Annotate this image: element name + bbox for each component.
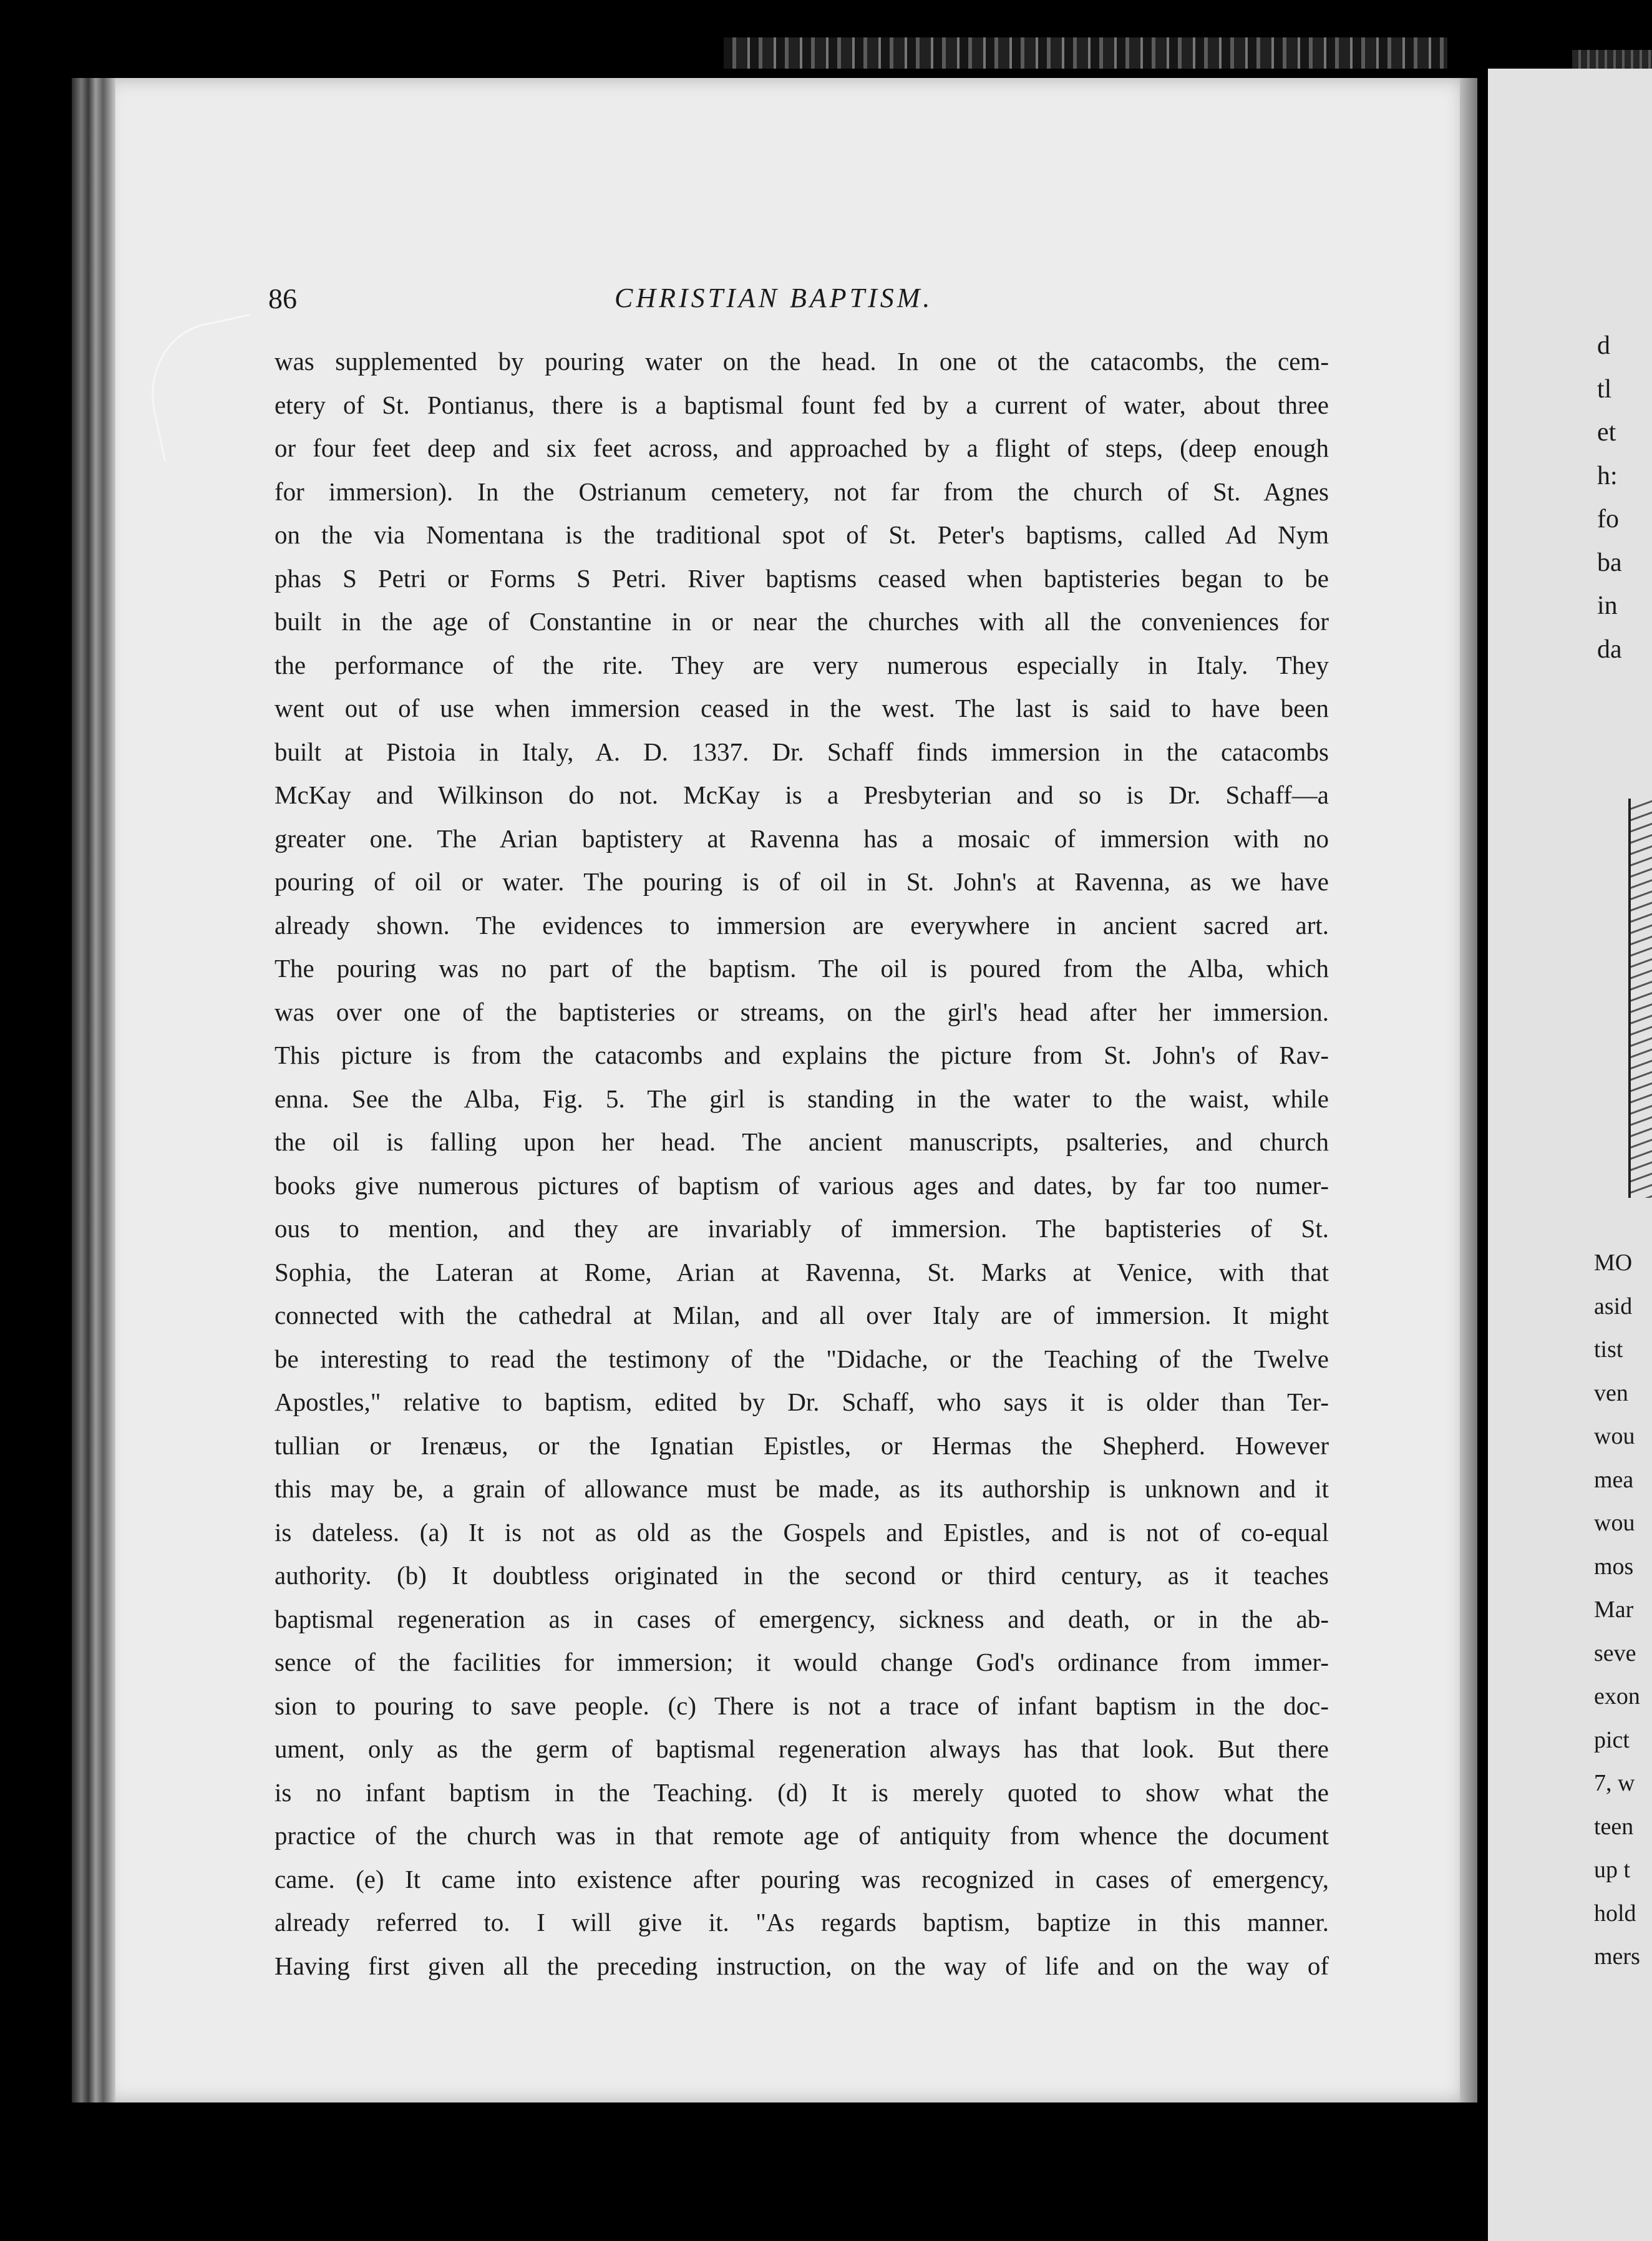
fragment-line: h: bbox=[1597, 461, 1618, 490]
fragment-line: MO bbox=[1594, 1250, 1633, 1276]
text-line: was over one of the baptisteries or streams, on the girl's head after her immersion. bbox=[275, 997, 1329, 1026]
text-line: the performance of the rite. They are very numerous especially in Italy. They bbox=[275, 650, 1329, 679]
text-line: was supplemented by pouring water on the head. In one ot the catacombs, the cem- bbox=[275, 347, 1329, 376]
fragment-line: ba bbox=[1597, 548, 1622, 577]
fragment-line: mos bbox=[1594, 1553, 1634, 1580]
page-number: 86 bbox=[268, 283, 297, 314]
text-line: for immersion). In the Ostrianum cemetery, not far from the church of St. Agnes bbox=[275, 477, 1329, 506]
text-line: The pouring was no part of the baptism. The oil is poured from the Alba, which bbox=[275, 954, 1329, 983]
text-line: Having first given all the preceding instruction, on the way of life and on the way of bbox=[275, 1951, 1329, 1980]
fragment-line: teen bbox=[1594, 1813, 1634, 1840]
text-line: ous to mention, and they are invariably of immersion. The baptisteries of St. bbox=[275, 1214, 1329, 1243]
fragment-line: tl bbox=[1597, 374, 1612, 404]
fragment-line: seve bbox=[1594, 1640, 1636, 1666]
adjacent-page-figure bbox=[1628, 799, 1652, 1198]
text-line: is dateless. (a) It is not as old as the Gospels and Epistles, and is not of co-equal bbox=[275, 1517, 1329, 1547]
text-line: ument, only as the germ of baptismal regeneration always has that look. But there bbox=[275, 1734, 1329, 1763]
body-text bbox=[275, 340, 1329, 1988]
fragment-line: pict bbox=[1594, 1726, 1630, 1753]
text-line: sion to pouring to save people. (c) There is not a trace of infant baptism in the doc- bbox=[275, 1691, 1329, 1720]
fragment-line: wou bbox=[1594, 1510, 1635, 1536]
text-line: etery of St. Pontianus, there is a baptismal fount fed by a current of water, about three bbox=[275, 390, 1329, 419]
text-line: already referred to. I will give it. "As regards baptism, baptize in this manner. bbox=[275, 1908, 1329, 1937]
fragment-line: da bbox=[1597, 634, 1622, 664]
fragment-line: exon bbox=[1594, 1683, 1640, 1709]
text-line: went out of use when immersion ceased in the west. The last is said to have been bbox=[275, 694, 1329, 722]
text-line: came. (e) It came into existence after pouring was recognized in cases of emergency, bbox=[275, 1864, 1329, 1893]
fragment-line: fo bbox=[1597, 505, 1619, 533]
fragment-line: Mar bbox=[1594, 1597, 1634, 1623]
text-line: Apostles," relative to baptism, edited by Dr. Schaff, who says it is older than Ter- bbox=[275, 1388, 1329, 1416]
fragment-line: et bbox=[1597, 418, 1616, 447]
text-line: built in the age of Constantine in or near the churches with all the conveniences for bbox=[275, 607, 1329, 636]
text-line: built at Pistoia in Italy, A. D. 1337. Dr. Schaff finds immersion in the catacombs bbox=[275, 737, 1329, 766]
fragment-line: mers bbox=[1594, 1943, 1640, 1970]
scan-noise-strip bbox=[724, 37, 1447, 69]
text-line: sence of the facilities for immersion; it would change God's ordinance from immer- bbox=[275, 1648, 1329, 1676]
book-spine bbox=[72, 78, 115, 2102]
fragment-line: hold bbox=[1594, 1900, 1636, 1927]
running-title: CHRISTIAN BAPTISM. bbox=[615, 283, 933, 313]
fragment-line: asid bbox=[1594, 1293, 1633, 1320]
text-line: This picture is from the catacombs and explains the picture from St. John's of Rav- bbox=[275, 1041, 1329, 1069]
text-line: the oil is falling upon her head. The ancient manuscripts, psalteries, and church bbox=[275, 1127, 1329, 1156]
text-line: or four feet deep and six feet across, and approached by a flight of steps, (deep enough bbox=[275, 434, 1329, 462]
adjacent-page-text-top bbox=[1597, 324, 1652, 671]
text-line: on the via Nomentana is the traditional spot of St. Peter's baptisms, called Ad Nym bbox=[275, 520, 1329, 549]
page-edge-shadow bbox=[1460, 78, 1477, 2102]
fragment-line: in bbox=[1597, 591, 1618, 620]
text-line: baptismal regeneration as in cases of emergency, sickness and death, or in the ab- bbox=[275, 1604, 1329, 1633]
fragment-line: tist bbox=[1594, 1336, 1623, 1363]
fragment-line: ven bbox=[1594, 1379, 1628, 1406]
text-line: practice of the church was in that remote age of antiquity from whence the document bbox=[275, 1821, 1329, 1850]
text-line: already shown. The evidences to immersion are everywhere in ancient sacred art. bbox=[275, 910, 1329, 940]
text-line: greater one. The Arian baptistery at Ravenna has a mosaic of immersion with no bbox=[275, 824, 1329, 853]
text-line: Sophia, the Lateran at Rome, Arian at Ravenna, St. Marks at Venice, with that bbox=[275, 1257, 1329, 1286]
text-line: phas S Petri or Forms S Petri. River baptisms ceased when baptisteries began to be bbox=[275, 563, 1329, 593]
fragment-line: mea bbox=[1594, 1466, 1634, 1493]
text-line: tullian or Irenæus, or the Ignatian Epistles, or Hermas the Shepherd. However bbox=[275, 1431, 1329, 1460]
text-line: be interesting to read the testimony of the "Didache, or the Teaching of the Twelve bbox=[275, 1344, 1329, 1373]
text-line: McKay and Wilkinson do not. McKay is a Presbyterian and so is Dr. Schaff—a bbox=[275, 780, 1329, 809]
text-line: is no infant baptism in the Teaching. (d) It is merely quoted to show what the bbox=[275, 1777, 1329, 1807]
adjacent-page-text-bottom bbox=[1594, 1242, 1652, 1979]
text-line: connected with the cathedral at Milan, and all over Italy are of immersion. It might bbox=[275, 1301, 1329, 1330]
fragment-line: 7, w bbox=[1594, 1770, 1635, 1796]
text-line: authority. (b) It doubtless originated in the second or third century, as it teaches bbox=[275, 1561, 1329, 1590]
fragment-line: up t bbox=[1594, 1857, 1631, 1883]
text-line: this may be, a grain of allowance must be made, as its authorship is unknown and it bbox=[275, 1474, 1329, 1503]
text-line: enna. See the Alba, Fig. 5. The girl is standing in the water to the waist, while bbox=[275, 1084, 1329, 1113]
text-line: books give numerous pictures of baptism of various ages and dates, by far too numer- bbox=[275, 1170, 1329, 1200]
fragment-line: wou bbox=[1594, 1423, 1635, 1449]
fragment-line: d bbox=[1597, 331, 1610, 360]
text-line: pouring of oil or water. The pouring is of oil in St. John's at Ravenna, as we have bbox=[275, 867, 1329, 896]
